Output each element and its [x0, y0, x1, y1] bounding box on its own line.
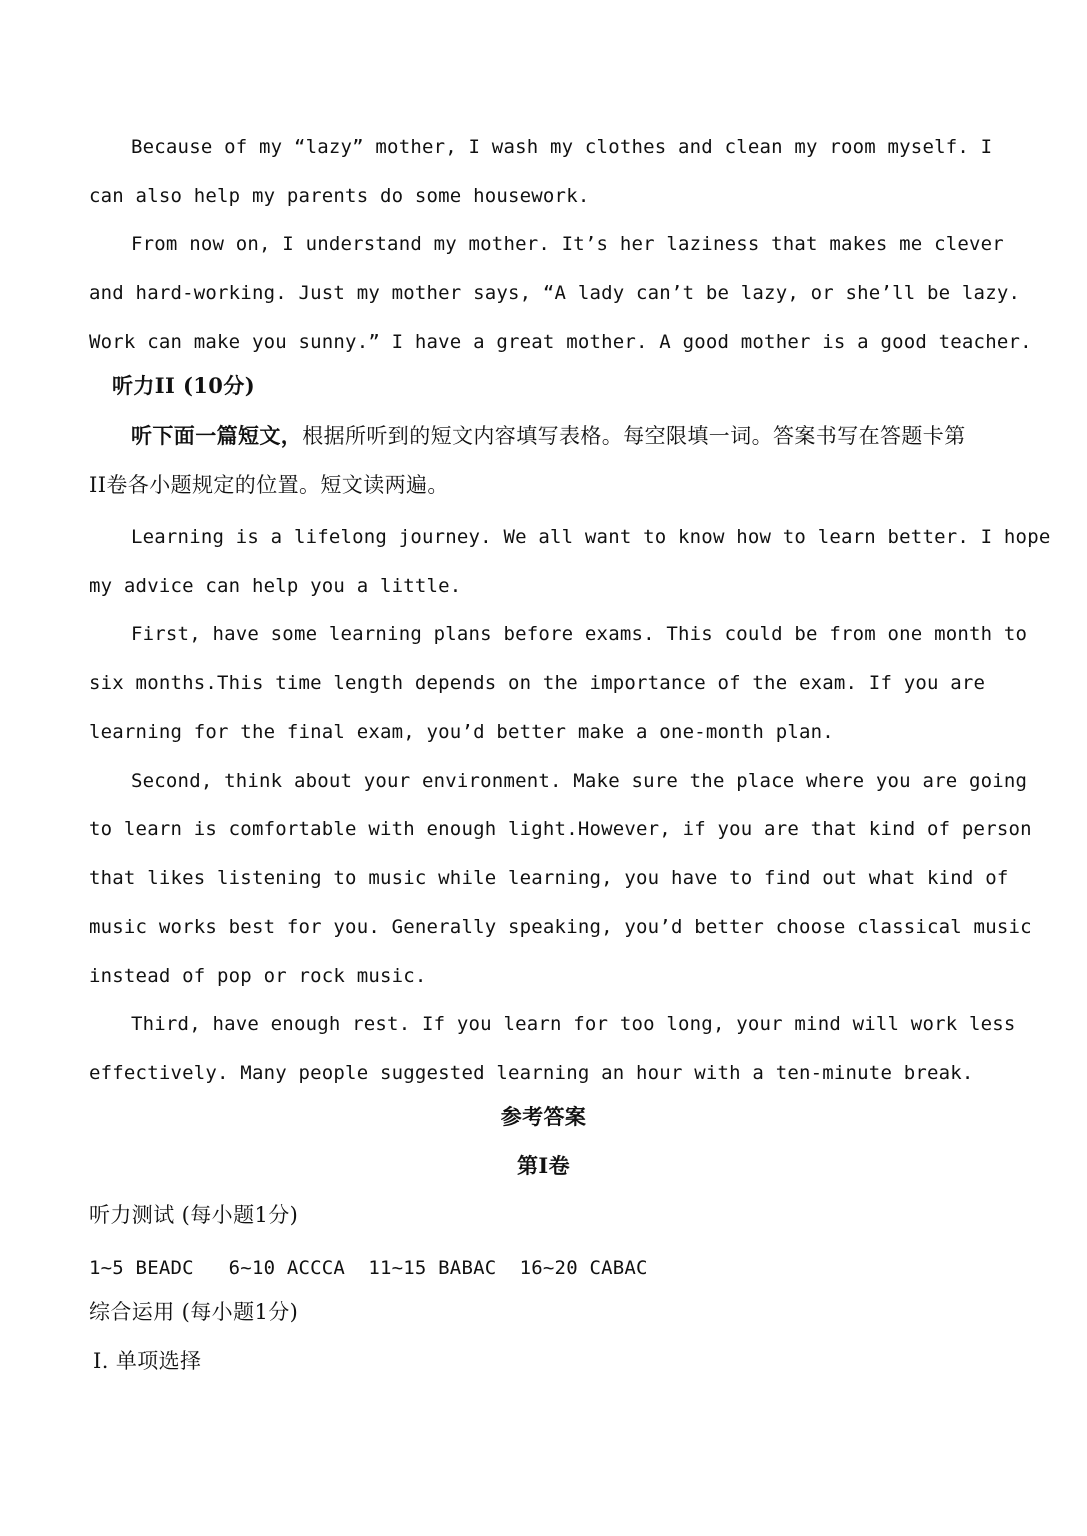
passage1-line-2: can also help my parents do some housework. — [89, 185, 590, 207]
passage2-line-6: Second, think about your environment. Make sure the place where you are going — [131, 770, 1028, 792]
comprehensive-heading: 综合运用 (每小题1分) — [89, 1300, 299, 1324]
passage1-line-4: and hard-working. Just my mother says, “A lady can’t be lazy, or she’ll be lazy. — [89, 282, 1021, 304]
passage2-line-10: instead of pop or rock music. — [89, 965, 427, 987]
listening2-heading: 听力II (10分) — [112, 373, 256, 398]
passage1-line-3: From now on, I understand my mother. It’s her laziness that makes me clever — [131, 233, 1004, 255]
instruction-rest-part: 根据所听到的短文内容填写表格。每空限填一词。答案书写在答题卡第 — [302, 424, 966, 448]
passage2-line-12: effectively. Many people suggested learning an hour with a ten-minute break. — [89, 1062, 974, 1084]
listening-test-heading: 听力测试 (每小题1分) — [89, 1203, 299, 1227]
listening2-instruction — [131, 424, 966, 448]
passage2-line-4: six months.This time length depends on the importance of the exam. If you are — [89, 672, 986, 694]
answers-title: 参考答案 — [500, 1104, 587, 1129]
listening2-instruction-line-2: II卷各小题规定的位置。短文读两遍。 — [89, 473, 449, 497]
passage1-line-1: Because of my “lazy” mother, I wash my clothes and clean my room myself. I — [131, 136, 993, 158]
instruction-bold-part: 听下面一篇短文， — [131, 423, 303, 448]
passage2-line-9: music works best for you. Generally speaking, you’d better choose classical music — [89, 916, 1032, 938]
section-single-choice: I. 单项选择 — [93, 1349, 202, 1373]
passage2-line-11: Third, have enough rest. If you learn for too long, your mind will work less — [131, 1013, 1016, 1035]
answers-volume: 第I卷 — [516, 1153, 571, 1178]
passage2-line-7: to learn is comfortable with enough light.However, if you are that kind of person — [89, 818, 1032, 840]
passage2-line-5: learning for the final exam, you’d better make a one-month plan. — [89, 721, 834, 743]
passage2-line-8: that likes listening to music while learning, you have to find out what kind of — [89, 867, 1009, 889]
passage2-line-2: my advice can help you a little. — [89, 575, 462, 597]
passage1-line-5: Work can make you sunny.” I have a great mother. A good mother is a good teacher. — [89, 331, 1032, 353]
passage2-line-1: Learning is a lifelong journey. We all want to know how to learn better. I hope — [131, 526, 1051, 548]
passage2-line-3: First, have some learning plans before exams. This could be from one month to — [131, 623, 1028, 645]
listening-answers: 1~5 BEADC 6~10 ACCCA 11~15 BABAC 16~20 CABAC — [89, 1257, 648, 1279]
